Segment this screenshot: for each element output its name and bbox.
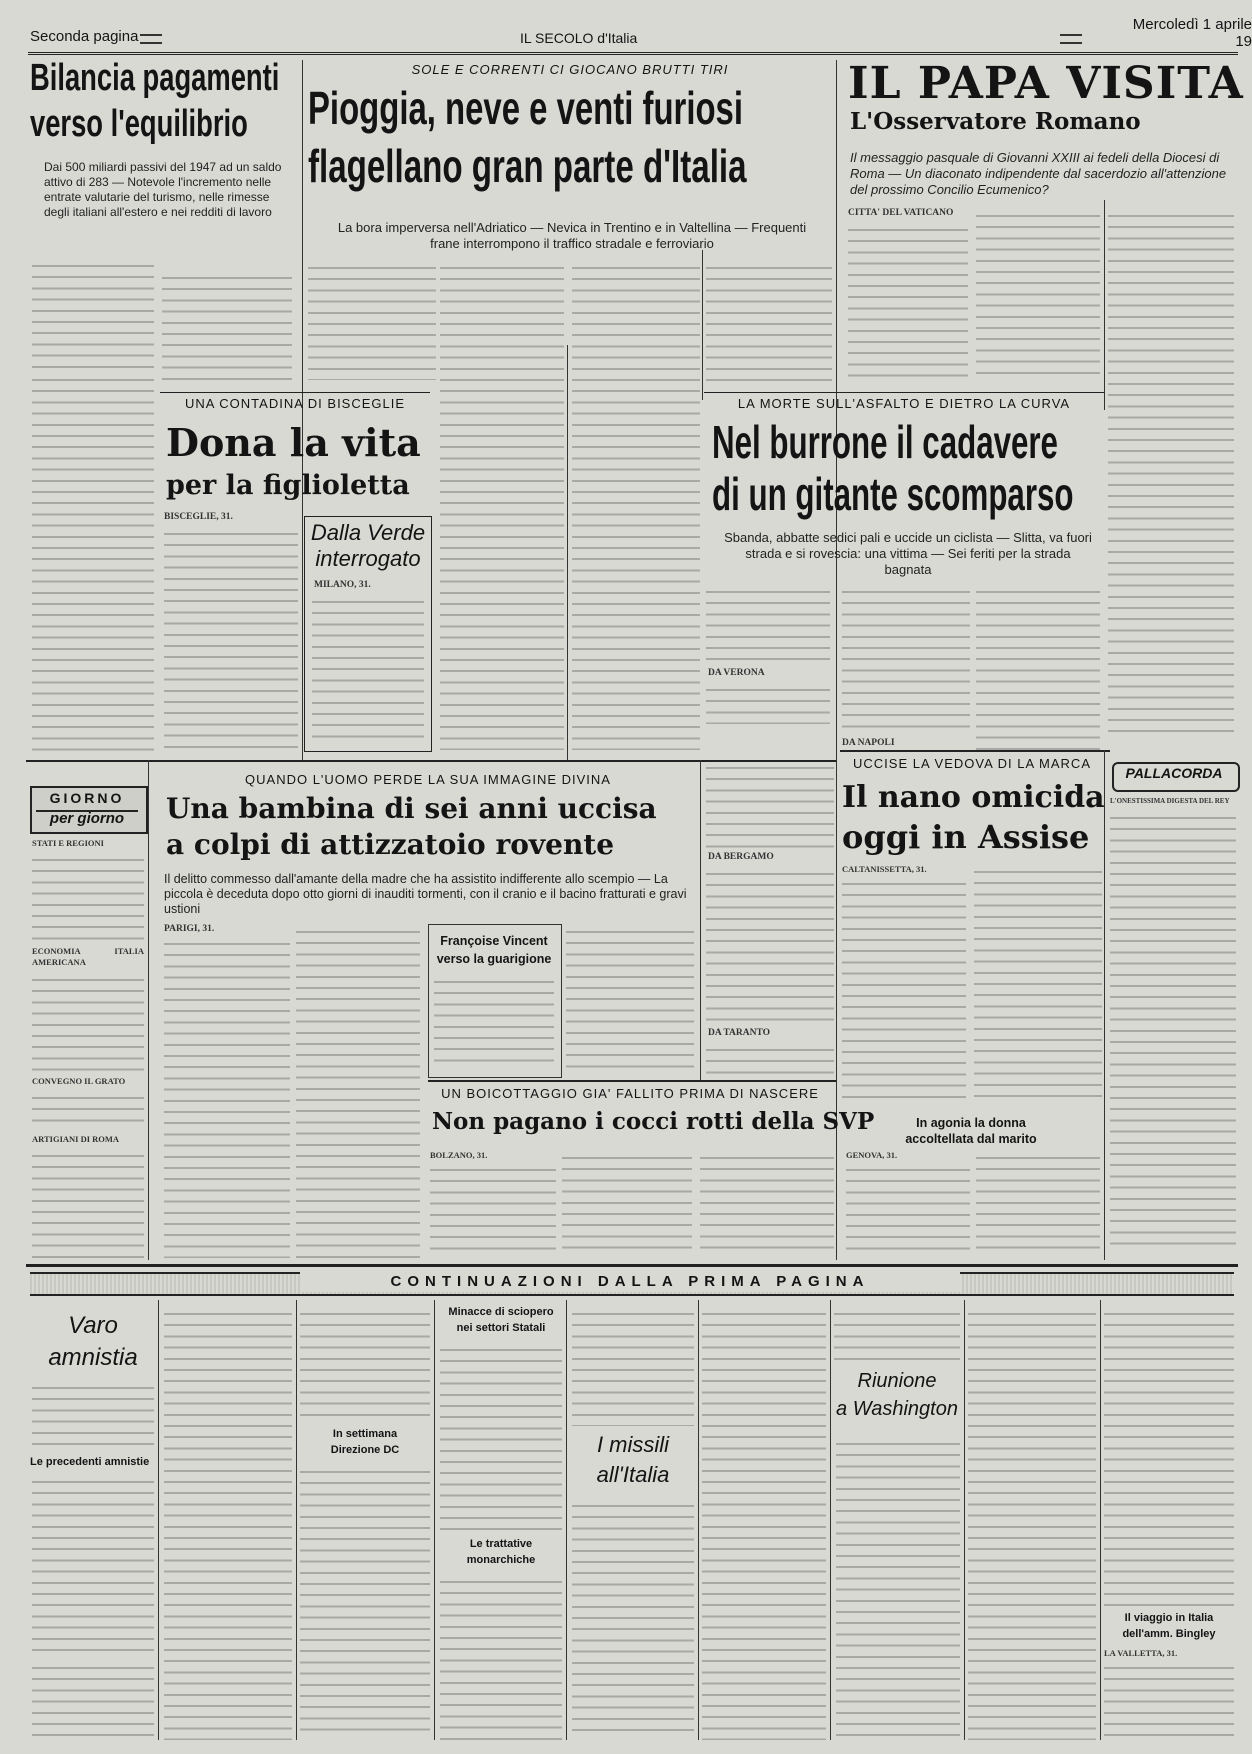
section-rule <box>840 750 1110 752</box>
morte-body <box>976 584 1100 754</box>
column-rule <box>1100 1300 1101 1740</box>
nano-body <box>974 864 1102 1104</box>
agonia-dateline: GENOVA, 31. <box>846 1150 898 1160</box>
pioggia-kicker: SOLE E CORRENTI CI GIOCANO BRUTTI TIRI <box>411 62 729 77</box>
morte-dateline: DA VERONA <box>708 668 765 678</box>
column-rule <box>702 250 703 400</box>
continuazioni-body <box>300 1306 430 1424</box>
missili-title: I missili <box>596 1432 670 1457</box>
pallacorda-item: L'ONESTISSIMA DIGESTA DEL REY <box>1110 797 1230 805</box>
contadina-kicker: UNA CONTADINA DI BISCEGLIE <box>184 396 406 411</box>
column-rule <box>434 1300 435 1740</box>
bambina-title: Una bambina di sei anni uccisa <box>166 792 657 825</box>
column-rule <box>566 1300 567 1740</box>
vincent-title: Françoise Vincent <box>440 934 548 948</box>
riunione-title: a Washington <box>836 1398 958 1420</box>
giorno-item-body <box>32 1148 144 1258</box>
masthead-rule <box>28 52 1238 55</box>
pioggia-subtitle: La bora imperversa nell'Adriatico — Nevica in Trentino e in Valtellina — Frequenti frane interrompono il traffico stradale e ferroviario <box>337 220 807 251</box>
giorno-item-title: CONVEGNO IL GRATO <box>32 1076 126 1086</box>
contadina-dateline: BISCEGLIE, 31. <box>164 512 233 522</box>
boicottaggio-body <box>562 1150 692 1258</box>
contadina-title: Dona la vita <box>166 420 421 465</box>
papa-subtitle: Il messaggio pasquale di Giovanni XXIII ai fedeli della Diocesi di Roma — Un diaconato indipendente dal sacerdozio all'attenzione del prossimo Concilio Ecumenico? <box>850 150 1227 197</box>
continuazioni-body <box>572 1306 694 1426</box>
bilancia-title: Bilancia pagamenti <box>30 57 280 99</box>
riunione-title: Riunione <box>857 1370 937 1392</box>
boicottaggio-body <box>700 1150 834 1258</box>
bilancia-title: verso l'equilibrio <box>30 103 248 145</box>
bambina-title: a colpi di attizzatoio rovente <box>166 828 615 861</box>
masthead-ornament <box>140 34 162 44</box>
agonia-body <box>976 1150 1100 1254</box>
contadina-title: per la figlioletta <box>166 470 410 501</box>
minacce-body <box>440 1342 562 1532</box>
pallacorda-body <box>1110 810 1236 1250</box>
papa-title: IL PAPA VISITA <box>848 58 1244 109</box>
trattative-title: monarchiche <box>466 1554 536 1566</box>
giorno-item-title: ECONOMIA ITALIA AMERICANA <box>32 946 144 967</box>
nano-kicker: UCCISE LA VEDOVA DI LA MARCA <box>853 756 1091 771</box>
continuazioni-body <box>1104 1306 1234 1606</box>
morte-body <box>706 584 830 664</box>
trattative-title: Le trattative <box>469 1538 533 1550</box>
continuazioni-banner: CONTINUAZIONI DALLA PRIMA PAGINA <box>300 1272 960 1292</box>
morte-title: di un gitante scomparso <box>712 468 1074 520</box>
pioggia-body <box>440 260 564 750</box>
dallaverde-body <box>312 594 424 744</box>
morte-title: Nel burrone il cadavere <box>712 416 1058 468</box>
masthead-left: Seconda pagina <box>30 28 139 45</box>
settimana-title: In settimana <box>332 1428 398 1440</box>
giorno-item-body <box>32 972 144 1072</box>
minacce-title: nei settori Statali <box>456 1322 546 1334</box>
column-rule <box>296 1300 297 1740</box>
masthead-right: Mercoledì 1 aprile 19 <box>1132 16 1252 50</box>
column-rule <box>158 1300 159 1740</box>
missili-body <box>572 1498 694 1740</box>
dallaverde-title: Dalla Verde <box>310 520 426 545</box>
boicottaggio-body <box>430 1162 556 1258</box>
agonia-body <box>846 1162 970 1254</box>
continuazioni-body <box>702 1306 826 1740</box>
agonia-title: accoltellata dal marito <box>905 1132 1037 1146</box>
column-rule <box>830 1300 831 1740</box>
column-rule <box>836 750 837 1260</box>
vincent-title: verso la guarigione <box>436 952 552 966</box>
morte-subtitle: Sbanda, abbatte sedici pali e uccide un ciclista — Slitta, va fuori strada e si rovescia: una vittima — Sei feriti per la strada bagnata <box>724 530 1092 577</box>
papa-body <box>976 208 1100 382</box>
pioggia-body <box>706 260 832 390</box>
riunione-body <box>836 1436 960 1740</box>
boicottaggio-title: Non pagano i cocci rotti della SVP <box>432 1108 875 1135</box>
pioggia-title: flagellano gran parte d'Italia <box>308 140 747 192</box>
bambina-body <box>296 924 420 1258</box>
morte-body <box>706 866 834 1026</box>
amnistie-body <box>32 1474 154 1654</box>
morte-kicker: LA MORTE SULL'ASFALTO E DIETRO LA CURVA <box>737 396 1071 411</box>
bambina-body <box>164 936 290 1258</box>
settimana-title: Direzione DC <box>330 1444 400 1456</box>
viaggio-title: Il viaggio in Italia <box>1124 1612 1214 1624</box>
section-rule <box>428 1080 836 1082</box>
morte-dateline: DA TARANTO <box>708 1028 771 1038</box>
continuazioni-body <box>834 1306 960 1366</box>
viaggio-dateline: LA VALLETTA, 31. <box>1104 1648 1178 1658</box>
section-rule <box>26 1264 1238 1267</box>
amnistie-body <box>32 1660 154 1740</box>
nano-dateline: CALTANISSETTA, 31. <box>842 864 927 874</box>
giorno-item-body <box>32 1090 144 1130</box>
papa-body <box>1108 208 1234 738</box>
nano-body <box>842 876 966 1104</box>
amnistie-title: Le precedenti amnistie <box>30 1456 150 1468</box>
pioggia-body <box>572 260 700 750</box>
morte-body <box>842 584 970 734</box>
minacce-title: Minacce di sciopero <box>448 1306 554 1318</box>
settimana-body <box>300 1464 430 1740</box>
bambina-kicker: QUANDO L'UOMO PERDE LA SUA IMMAGINE DIVINA <box>245 772 611 787</box>
morte-dateline: DA NAPOLI <box>842 738 895 748</box>
agonia-title: In agonia la donna <box>916 1116 1026 1130</box>
viaggio-body <box>1104 1660 1234 1740</box>
contadina-body <box>164 526 298 752</box>
giorno-item-title: ARTIGIANI DI ROMA <box>32 1134 120 1144</box>
bilancia-body <box>162 270 292 380</box>
nano-title: oggi in Assise <box>842 818 1090 856</box>
vincent-body <box>434 974 554 1070</box>
nano-title: Il nano omicida <box>842 780 1105 815</box>
papa-dateline: CITTA' DEL VATICANO <box>848 208 954 218</box>
boicottaggio-dateline: BOLZANO, 31. <box>430 1150 488 1160</box>
masthead-center: IL SECOLO d'Italia <box>520 30 638 46</box>
bambina-subtitle: Il delitto commesso dall'amante della madre che ha assistito indifferente allo scempio — La piccola è deceduta dopo otto giorni di inauditi tormenti, con il cranio e il bacino fratturati e gravi ustioni <box>164 872 687 916</box>
morte-body <box>706 760 834 850</box>
pioggia-body <box>308 260 436 380</box>
bambina-dateline: PARIGI, 31. <box>164 924 215 934</box>
varo-title: Varo <box>68 1312 118 1339</box>
morte-dateline: DA BERGAMO <box>708 852 774 862</box>
column-rule <box>1104 200 1105 410</box>
viaggio-title: dell'amm. Bingley <box>1122 1628 1216 1640</box>
section-rule <box>704 392 1104 393</box>
bilancia-body <box>32 372 154 757</box>
missili-title: all'Italia <box>596 1462 670 1487</box>
giorno-item-title: STATI E REGIONI <box>32 838 104 848</box>
continuazioni-body <box>164 1306 292 1740</box>
varo-title: amnistia <box>48 1344 138 1371</box>
section-rule <box>160 392 430 393</box>
column-rule <box>964 1300 965 1740</box>
continuazioni-body <box>968 1306 1096 1740</box>
dallaverde-dateline: MILANO, 31. <box>314 580 371 590</box>
column-rule <box>567 345 568 760</box>
morte-body <box>706 682 830 724</box>
trattative-body <box>440 1574 562 1740</box>
masthead-ornament-right <box>1060 34 1082 44</box>
papa-subtitle-title: L'Osservatore Romano <box>850 108 1141 135</box>
giorno-label: per giorno <box>49 810 125 827</box>
dallaverde-title: interrogato <box>315 546 421 571</box>
papa-body <box>848 222 968 382</box>
boicottaggio-kicker: UN BOICOTTAGGIO GIA' FALLITO PRIMA DI NASCERE <box>441 1086 819 1101</box>
column-rule <box>148 760 149 1260</box>
morte-body <box>706 1042 834 1076</box>
column-rule <box>698 1300 699 1740</box>
giorno-label: GIORNO <box>36 790 138 812</box>
pioggia-title: Pioggia, neve e venti furiosi <box>308 82 743 134</box>
varo-body <box>32 1380 154 1450</box>
bilancia-subtitle: Dai 500 miliardi passivi del 1947 ad un saldo attivo di 283 — Notevole l'incremento nelle entrate valutarie del turismo, nelle rimesse degli italiani all'estero e nei redditi di lavoro <box>44 160 282 219</box>
bilancia-body <box>32 258 154 368</box>
pallacorda-label: PALLACORDA <box>1125 765 1223 781</box>
bambina-body <box>566 924 694 1074</box>
giorno-item-body <box>32 852 144 942</box>
